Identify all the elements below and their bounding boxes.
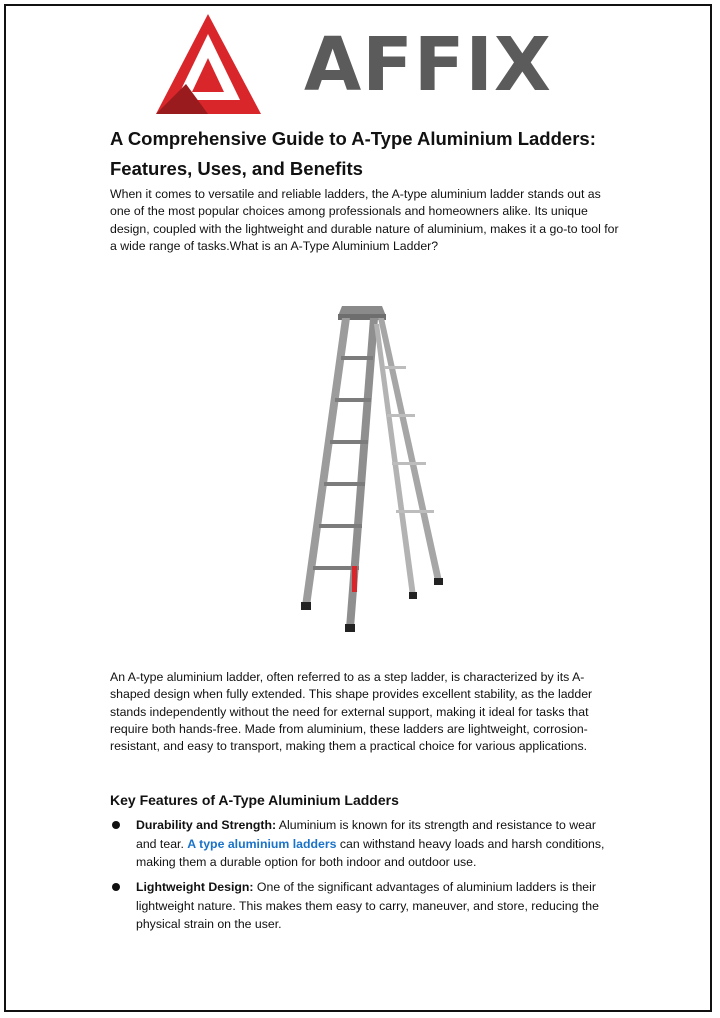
bullet-icon (112, 821, 120, 829)
list-item (110, 878, 610, 934)
feature-text: can withstand heavy loads and harsh conditions, making them a durable option for both indoor and outdoor use. (136, 836, 605, 869)
body-section (110, 669, 620, 755)
ladder-image (246, 296, 496, 641)
affix-logo (156, 14, 576, 114)
document-page (4, 4, 712, 1012)
list-item (110, 816, 610, 872)
aluminium-ladders-link[interactable]: A type aluminium ladders (187, 836, 337, 851)
feature-list (110, 878, 610, 934)
intro-section (110, 186, 620, 255)
feature-label: Lightweight Design: (136, 880, 254, 894)
feature-text: Aluminium is known for its strength and resistance to wear and tear. (136, 818, 596, 851)
feature-label: Durability and Strength: (136, 818, 277, 832)
body-paragraph: An A-type aluminium ladder, often referred to as a step ladder, is characterized by its A-shaped design when fully extended. This shape provides excellent stability, as the ladder stands independently without the need for external support, making it ideal for tasks that require both hands-free. Made from aluminium, these ladders are lightweight, corrosion-resistant, and easy to transport, making them a practical choice for various applications. (110, 670, 593, 754)
logo-text: AFFIX (304, 22, 552, 108)
intro-paragraph: When it comes to versatile and reliable ladders, the A-type aluminium ladder stands out as one of the most popular choices among professionals and homeowners alike. Its unique design, coupled with the lightweight and durable nature of aluminium, makes it a go-to tool for a wide range of tasks.What is an A-Type Aluminium Ladder? (110, 187, 619, 253)
features-heading: Key Features of A-Type Aluminium Ladders (110, 792, 399, 808)
article-title: A Comprehensive Guide to A-Type Aluminium Ladders: Features, Uses, and Benefits (110, 128, 596, 179)
feature-list (110, 816, 610, 872)
bullet-icon (112, 883, 120, 891)
feature-text: One of the significant advantages of aluminium ladders is their lightweight nature. This makes them easy to carry, maneuver, and store, reducing the physical strain on the user. (136, 880, 599, 931)
